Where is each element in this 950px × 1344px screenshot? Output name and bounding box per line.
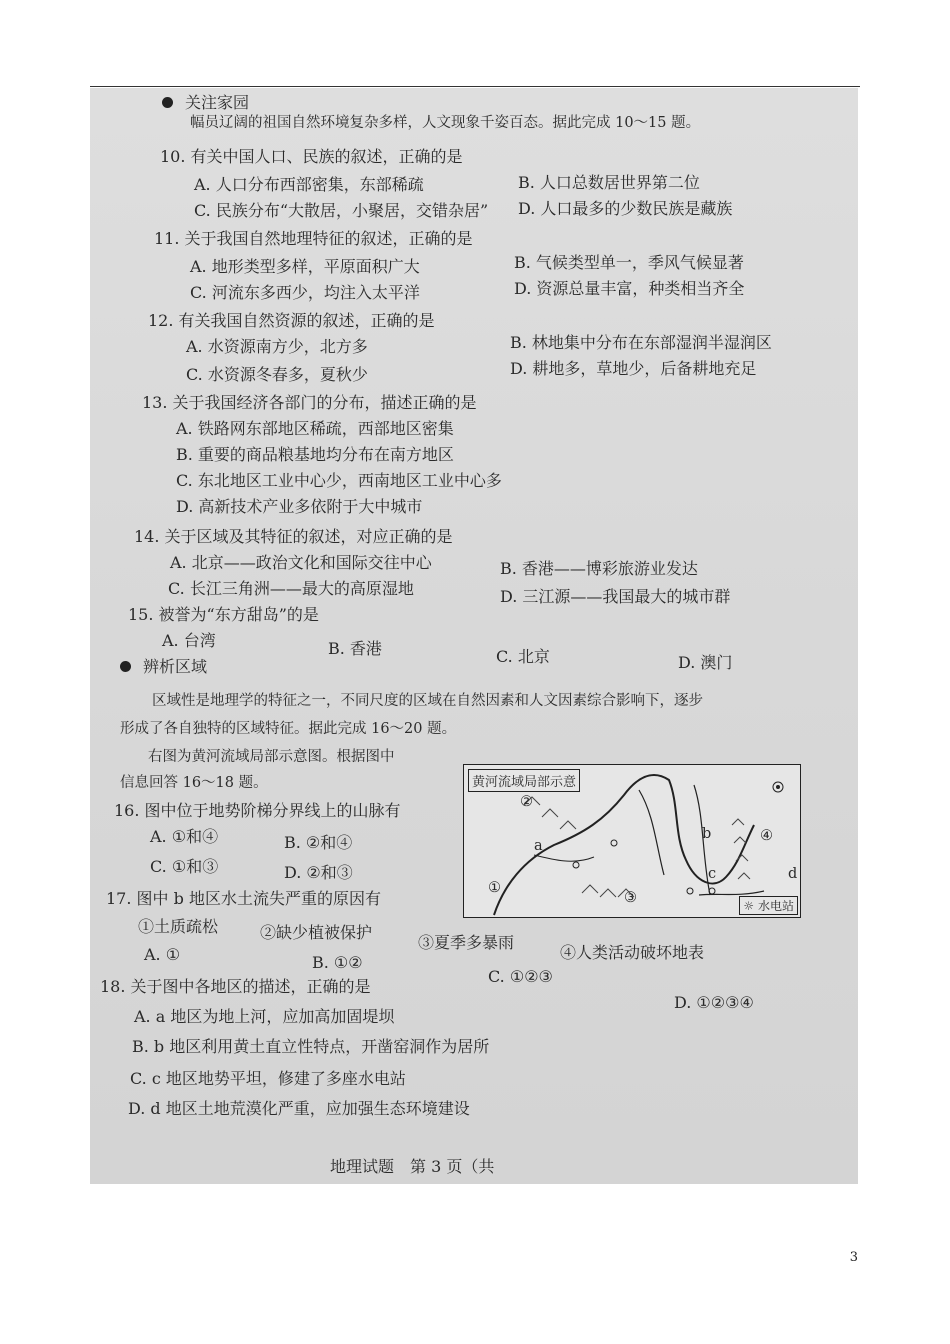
q11-option-a: A. 地形类型多样，平原面积广大	[190, 257, 420, 276]
q10-option-b: B. 人口总数居世界第二位	[518, 173, 700, 192]
map-label-3: ③	[624, 890, 637, 906]
q18-option-b: B. b 地区利用黄土直立性特点，开凿窑洞作为居所	[132, 1037, 490, 1056]
bullet-dot-icon	[120, 661, 131, 672]
section2-intro-line2: 形成了各自独特的区域特征。据此完成 16～20 题。	[120, 721, 457, 737]
map-label-4: ④	[760, 828, 773, 844]
map-label-a: a	[534, 838, 543, 854]
section2-intro-line1: 区域性是地理学的特征之一，不同尺度的区域在自然因素和人文因素综合影响下，逐步	[152, 693, 703, 709]
q13-option-a: A. 铁路网东部地区稀疏，西部地区密集	[176, 419, 454, 438]
q12-option-c: C. 水资源冬春多，夏秋少	[186, 365, 368, 384]
q13-option-b: B. 重要的商品粮基地均分布在南方地区	[176, 445, 454, 464]
q16-option-a: A. ①和④	[150, 827, 219, 846]
q14-stem: 14. 关于区域及其特征的叙述，对应正确的是	[134, 527, 453, 546]
map-label-c: c	[708, 866, 717, 882]
q11-option-b: B. 气候类型单一，季风气候显著	[514, 253, 744, 272]
map-legend: ☼ 水电站	[739, 896, 798, 915]
section2-intro-line4: 信息回答 16～18 题。	[120, 775, 268, 791]
q15-option-b: B. 香港	[328, 639, 382, 658]
section2-title: 辨析区域	[120, 658, 207, 676]
q11-stem: 11. 关于我国自然地理特征的叙述，正确的是	[154, 229, 473, 248]
q17-statement-2: ②缺少植被保护	[260, 923, 373, 942]
q14-option-b: B. 香港——博彩旅游业发达	[500, 559, 698, 578]
q17-option-d: D. ①②③④	[674, 993, 754, 1012]
q12-stem: 12. 有关我国自然资源的叙述，正确的是	[148, 311, 435, 330]
q12-option-b: B. 林地集中分布在东部湿润半湿润区	[510, 333, 772, 352]
q13-option-d: D. 高新技术产业多依附于大中城市	[176, 497, 423, 516]
q14-option-c: C. 长江三角洲——最大的高原湿地	[168, 579, 414, 598]
q10-option-c: C. 民族分布“大散居，小聚居，交错杂居”	[194, 201, 489, 220]
map-label-2: ②	[520, 794, 533, 810]
q13-option-c: C. 东北地区工业中心少，西南地区工业中心多	[176, 471, 502, 490]
q12-option-d: D. 耕地多，草地少，后备耕地充足	[510, 359, 757, 378]
q17-statement-4: ④人类活动破坏地表	[560, 943, 705, 962]
q16-option-c: C. ①和③	[150, 857, 219, 876]
q16-option-d: D. ②和③	[284, 863, 353, 882]
q17-option-a: A. ①	[144, 945, 181, 964]
q10-option-d: D. 人口最多的少数民族是藏族	[518, 199, 733, 218]
q17-statement-1: ①土质疏松	[138, 917, 219, 936]
q18-option-d: D. d 地区土地荒漠化严重，应加强生态环境建设	[128, 1099, 470, 1118]
q15-option-d: D. 澳门	[678, 653, 733, 672]
q17-option-c: C. ①②③	[488, 967, 553, 986]
q11-option-c: C. 河流东多西少，均注入太平洋	[190, 283, 420, 302]
q18-option-a: A. a 地区为地上河，应加高加固堤坝	[134, 1007, 395, 1026]
q10-option-a: A. 人口分布西部密集，东部稀疏	[194, 175, 424, 194]
yellow-river-map	[463, 764, 801, 918]
q16-option-b: B. ②和④	[284, 833, 353, 852]
q12-option-a: A. 水资源南方少，北方多	[186, 337, 368, 356]
q17-option-b: B. ①②	[312, 953, 363, 972]
bullet-dot-icon	[162, 97, 173, 108]
q18-stem: 18. 关于图中各地区的描述，正确的是	[100, 977, 371, 996]
map-title: 黄河流域局部示意	[468, 769, 580, 792]
section2-intro-line3: 右图为黄河流域局部示意图。根据图中	[148, 749, 395, 765]
q15-stem: 15. 被誉为“东方甜岛”的是	[128, 605, 319, 624]
map-label-d: d	[788, 866, 798, 882]
q10-stem: 10. 有关中国人口、民族的叙述，正确的是	[160, 147, 463, 166]
header-rule	[90, 86, 860, 87]
q17-statement-3: ③夏季多暴雨	[418, 933, 515, 952]
q13-stem: 13. 关于我国经济各部门的分布，描述正确的是	[142, 393, 477, 412]
q14-option-a: A. 北京——政治文化和国际交往中心	[170, 553, 432, 572]
q15-option-a: A. 台湾	[162, 631, 216, 650]
exam-page-footer: 地理试题 第 3 页（共	[330, 1157, 495, 1176]
map-label-1: ①	[488, 880, 501, 896]
map-label-b: b	[702, 826, 712, 842]
q17-stem: 17. 图中 b 地区水土流失严重的原因有	[106, 889, 381, 908]
page-number: 3	[849, 1250, 858, 1265]
section1-title: 关注家园	[162, 94, 249, 112]
section1-intro: 幅员辽阔的祖国自然环境复杂多样，人文现象千姿百态。据此完成 10～15 题。	[190, 115, 701, 131]
q11-option-d: D. 资源总量丰富，种类相当齐全	[514, 279, 745, 298]
q16-stem: 16. 图中位于地势阶梯分界线上的山脉有	[114, 801, 401, 820]
q18-option-c: C. c 地区地势平坦，修建了多座水电站	[130, 1069, 406, 1088]
q14-option-d: D. 三江源——我国最大的城市群	[500, 587, 731, 606]
exam-photo	[90, 88, 858, 1184]
q15-option-c: C. 北京	[496, 647, 550, 666]
